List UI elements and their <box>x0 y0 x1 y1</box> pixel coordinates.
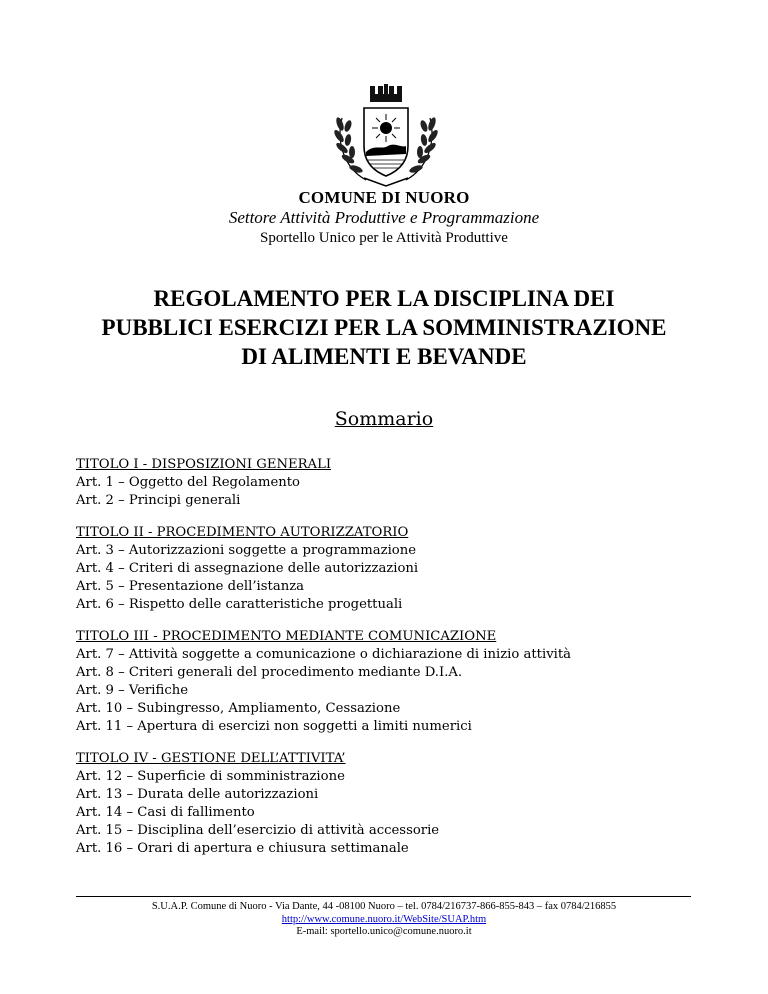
toc-section <box>76 456 716 510</box>
toc-section-title[interactable]: TITOLO I - DISPOSIZIONI GENERALI <box>76 457 332 472</box>
document-title-line: DI ALIMENTI E BEVANDE <box>241 344 527 369</box>
document-title-line: PUBBLICI ESERCIZI PER LA SOMMINISTRAZIONE <box>101 315 667 340</box>
toc-section <box>76 628 716 736</box>
toc-item[interactable]: Art. 1 – Oggetto del Regolamento <box>76 475 301 490</box>
toc-item[interactable]: Art. 2 – Principi generali <box>76 493 241 508</box>
toc-item[interactable]: Art. 16 – Orari di apertura e chiusura settimanale <box>76 841 409 856</box>
department-name: Settore Attività Produttive e Programmazione <box>228 208 540 227</box>
office-name: Sportello Unico per le Attività Produttive <box>260 230 508 246</box>
toc-item[interactable]: Art. 11 – Apertura di esercizi non soggetti a limiti numerici <box>76 719 472 734</box>
footer-website-link[interactable]: http://www.comune.nuoro.it/WebSite/SUAP.htm <box>281 914 487 925</box>
toc-item[interactable]: Art. 6 – Rispetto delle caratteristiche progettuali <box>76 597 403 612</box>
toc-section-title[interactable]: TITOLO IV - GESTIONE DELL’ATTIVITA’ <box>76 751 346 766</box>
summary-heading <box>0 408 768 430</box>
toc-item[interactable]: Art. 13 – Durata delle autorizzazioni <box>76 787 319 802</box>
toc-item[interactable]: Art. 10 – Subingresso, Ampliamento, Cessazione <box>76 701 401 716</box>
document-title <box>0 284 768 371</box>
toc-item[interactable]: Art. 7 – Attività soggette a comunicazione o dichiarazione di inizio attività <box>76 647 572 662</box>
toc-section-title[interactable]: TITOLO III - PROCEDIMENTO MEDIANTE COMUNICAZIONE <box>76 629 497 644</box>
footer-address: S.U.A.P. Comune di Nuoro - Via Dante, 44 -08100 Nuoro – tel. 0784/216737-866-855-843 – fax 0784/216855 <box>151 901 617 912</box>
municipal-crest-logo <box>326 80 446 190</box>
toc-item[interactable]: Art. 9 – Verifiche <box>76 683 188 698</box>
toc-item[interactable]: Art. 12 – Superficie di somministrazione <box>76 769 345 784</box>
toc-section-title[interactable]: TITOLO II - PROCEDIMENTO AUTORIZZATORIO <box>76 525 409 540</box>
toc-item[interactable]: Art. 15 – Disciplina dell’esercizio di attività accessorie <box>76 823 440 838</box>
table-of-contents <box>76 456 716 872</box>
footer-email: E-mail: sportello.unico@comune.nuoro.it <box>296 926 472 937</box>
document-title-line: REGOLAMENTO PER LA DISCIPLINA DEI <box>153 286 615 311</box>
toc-item[interactable]: Art. 5 – Presentazione dell’istanza <box>76 579 305 594</box>
footer-divider <box>76 896 691 897</box>
toc-section <box>76 750 716 858</box>
toc-section <box>76 524 716 614</box>
toc-item[interactable]: Art. 14 – Casi di fallimento <box>76 805 255 820</box>
toc-item[interactable]: Art. 8 – Criteri generali del procedimento mediante D.I.A. <box>76 665 463 680</box>
municipality-name: COMUNE DI NUORO <box>298 188 470 207</box>
toc-item[interactable]: Art. 4 – Criteri di assegnazione delle autorizzazioni <box>76 561 419 576</box>
summary-heading-text: Sommario <box>334 408 434 430</box>
toc-item[interactable]: Art. 3 – Autorizzazioni soggette a programmazione <box>76 543 417 558</box>
